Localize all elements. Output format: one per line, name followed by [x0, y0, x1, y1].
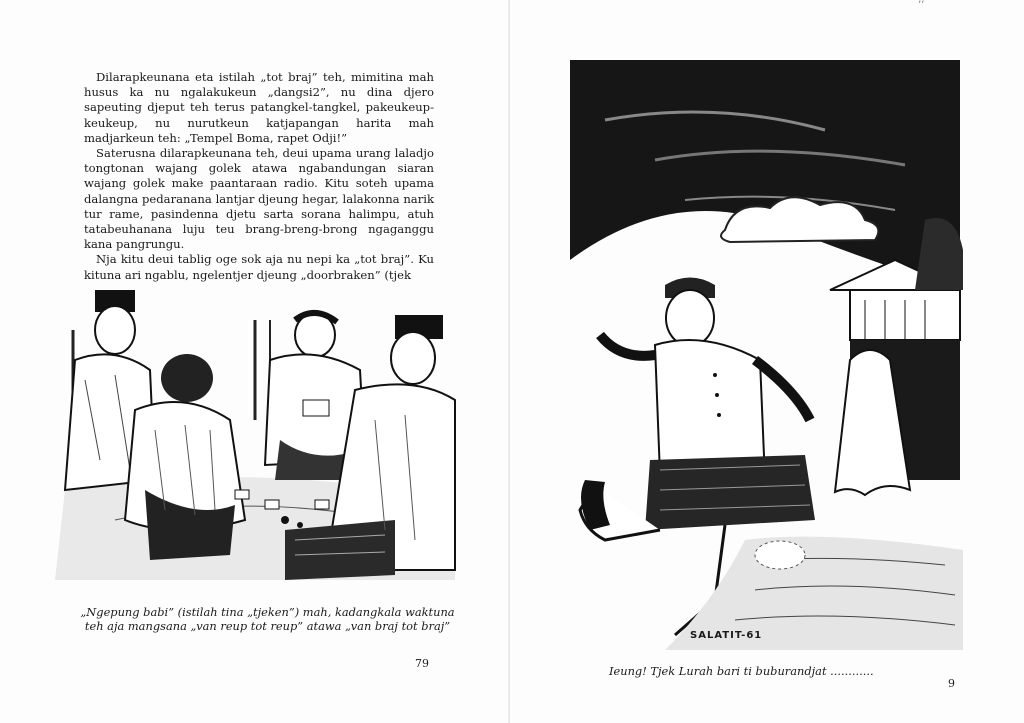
right-page-number: 9: [948, 677, 955, 690]
artist-signature: SALATIT-61: [690, 630, 763, 641]
right-caption: Ieung! Tjek Lurah bari ti buburandjat ............: [609, 664, 874, 678]
paragraph-1: Dilarapkeunana eta istilah „tot braj” teh, mimitina mah husus ka nu ngalakukeun „dangsi2”, nu dina djero sapeuting djeput teh terus patangkel-tangkel, pakeukeup-keukeup, nu nurutkeun katjapangan harita mah madjarkeun teh: „Tempel Boma, rapet Odji!”: [84, 70, 434, 145]
corner-mark: ’’: [918, 0, 925, 11]
left-page: [0, 0, 510, 723]
body-text: [84, 70, 434, 283]
paragraph-2: Saterusna dilarapkeunana teh, deui upama urang laladjo tongtonan wajang golek atawa ngabandungan siaran wajang golek make paantaraan radio. Kitu soteh upama dalangna pedaranana lantjar djeung hegar, lalakonna narik tur rame, pasindenna djetu sarta sorana halimpu, atuh tatabeuhanana luju teu brang-breng-brong ngaganggu kana pangrungu.: [84, 146, 434, 252]
running-man-illustration: [565, 60, 965, 650]
paragraph-3: Nja kitu deui tablig oge sok aja nu nepi ka „tot braj”. Ku kituna ari ngablu, ngelentjer djeung „doorbraken” (tjek: [84, 252, 434, 282]
left-caption: „Ngepung babi” (istilah tina „tjeken”) mah, kadangkala waktuna teh aja mangsana „van reup tot reup” atawa „van braj tot braj”: [80, 605, 455, 633]
card-players-illustration: [55, 290, 460, 580]
left-page-number: 79: [415, 657, 429, 670]
